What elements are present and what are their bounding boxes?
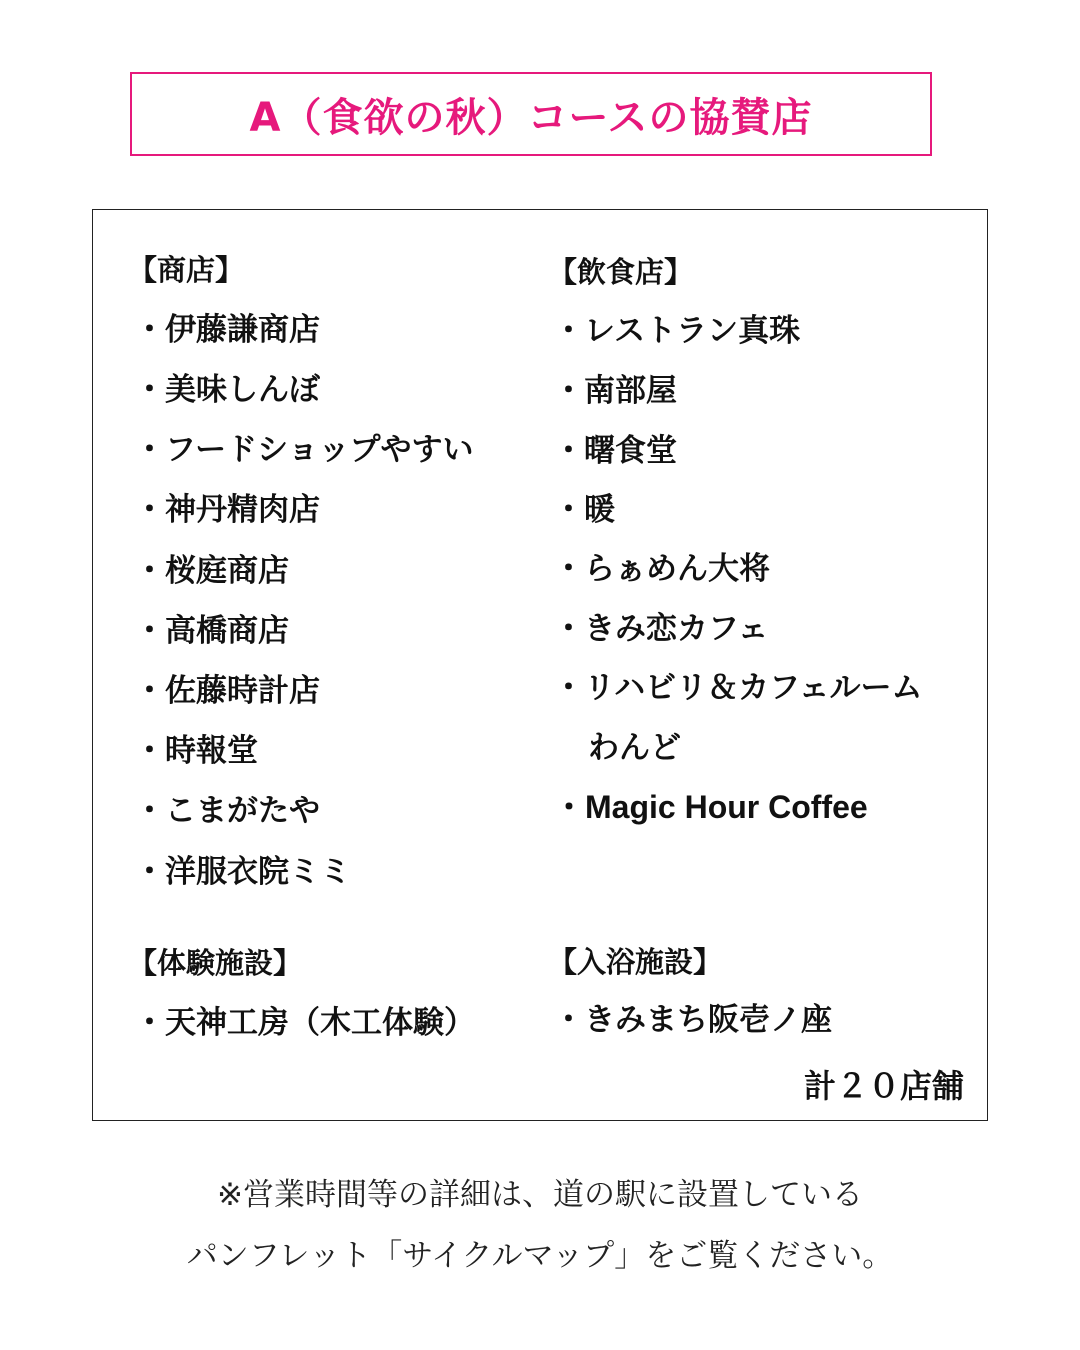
list-item-restaurant: ・きみ恋カフェ bbox=[553, 611, 769, 647]
list-item-shop: ・佐藤時計店 bbox=[134, 673, 320, 709]
list-item-shop: ・洋服衣院ミミ bbox=[134, 854, 351, 890]
bathing-heading: 【入浴施設】 bbox=[548, 945, 723, 979]
list-item-bathing: ・きみまち阪壱ノ座 bbox=[553, 1002, 832, 1038]
list-item-restaurant: ・曙食堂 bbox=[553, 433, 677, 469]
title-box bbox=[130, 72, 932, 156]
list-item-restaurant: ・らぁめん大将 bbox=[553, 551, 770, 587]
note-line-2: パンフレット「サイクルマップ」をご覧ください。 bbox=[186, 1238, 894, 1274]
list-item-restaurant: ・南部屋 bbox=[553, 373, 677, 409]
list-item-shop: ・神丹精肉店 bbox=[134, 492, 320, 528]
page-title: A（食欲の秋）コースの協賛店 bbox=[249, 94, 813, 141]
restaurants-heading: 【飲食店】 bbox=[548, 255, 694, 289]
list-item-restaurant-continued: わんど bbox=[588, 730, 681, 766]
list-item-shop: ・こまがたや bbox=[134, 793, 320, 829]
list-item-shop: ・時報堂 bbox=[134, 733, 258, 769]
list-item-shop: ・美味しんぼ bbox=[134, 372, 320, 408]
list-item-restaurant: ・Magic Hour Coffee bbox=[553, 789, 868, 825]
note-line-1: ※営業時間等の詳細は、道の駅に設置している bbox=[217, 1177, 863, 1213]
shops-heading: 【商店】 bbox=[128, 253, 245, 287]
list-item-shop: ・桜庭商店 bbox=[134, 553, 289, 589]
list-item-restaurant: ・リハビリ＆カフェルーム bbox=[553, 670, 923, 706]
experience-heading: 【体験施設】 bbox=[128, 946, 303, 980]
list-item-shop: ・高橋商店 bbox=[134, 613, 289, 649]
list-item-shop: ・伊藤謙商店 bbox=[134, 312, 320, 348]
store-total: 計２０店舗 bbox=[803, 1067, 964, 1105]
list-item-experience: ・天神工房（木工体験） bbox=[134, 1005, 475, 1041]
list-item-restaurant: ・レストラン真珠 bbox=[553, 313, 801, 349]
list-item-shop: ・フードショップやすい bbox=[134, 432, 474, 468]
list-item-restaurant: ・暖 bbox=[553, 492, 615, 528]
